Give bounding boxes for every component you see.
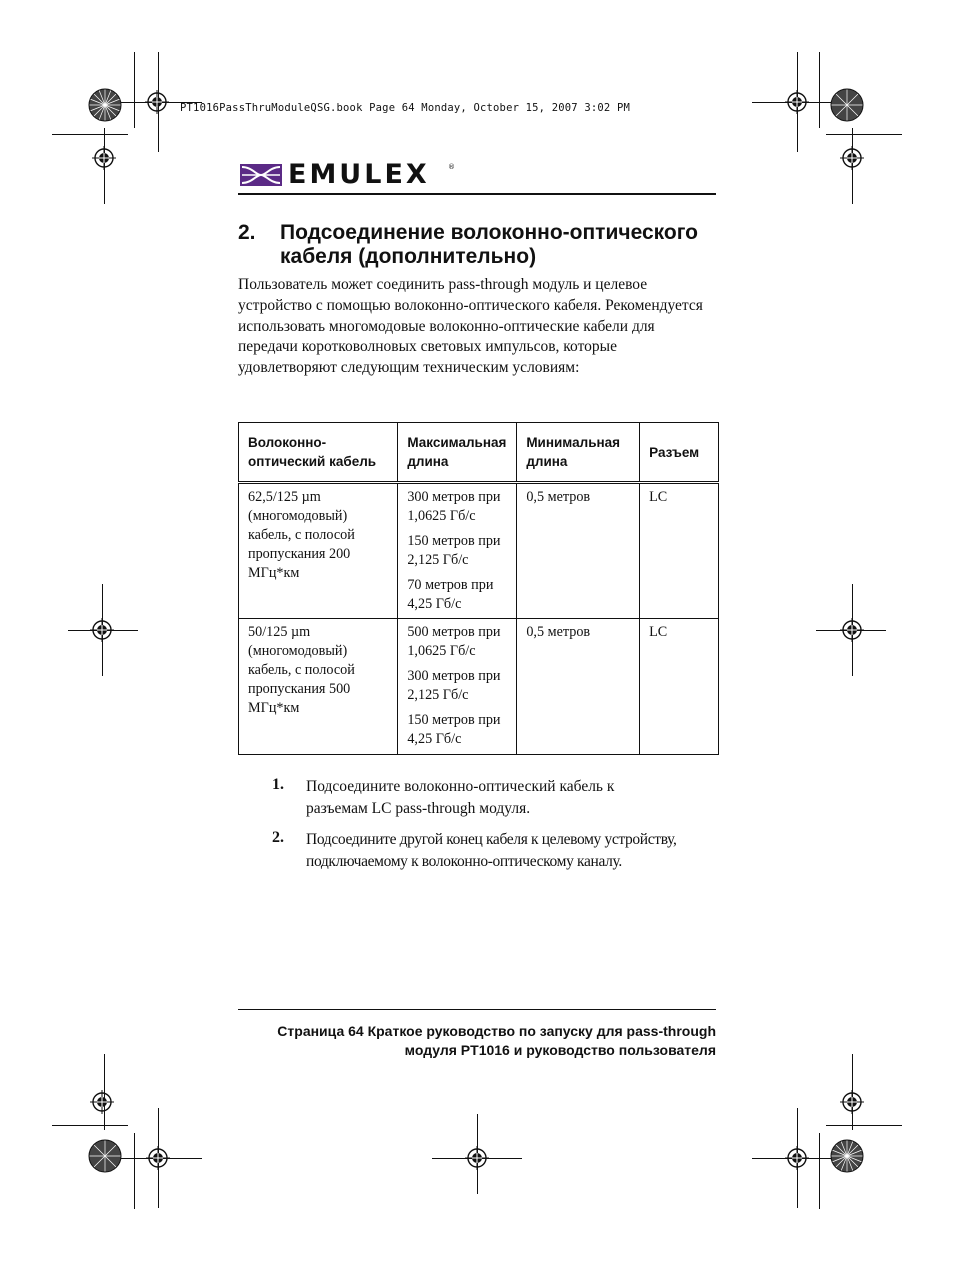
connector-cell: LC	[640, 483, 719, 619]
registration-target-icon	[90, 618, 114, 642]
emulex-logo-text: EMULEX	[288, 159, 430, 190]
max-length-cell	[398, 619, 517, 755]
registration-target-icon	[92, 146, 116, 170]
footer-line: Страница 64 Краткое руководство по запуску для pass-through	[277, 1023, 716, 1039]
starburst-target-icon	[830, 88, 864, 122]
registration-target-icon	[90, 1090, 114, 1114]
footer-line: модуля PT1016 и руководство пользователя	[404, 1042, 716, 1058]
max-length-entry: 500 метров при 1,0625 Гб/с	[407, 624, 501, 659]
cable-cell: 62,5/125 µm (многомодовый) кабель, с полосой пропускания 200 МГц*км	[239, 483, 398, 619]
table-row	[239, 483, 719, 619]
emulex-logo-mark-icon	[240, 164, 282, 186]
registration-target-icon	[840, 618, 864, 642]
max-length-entry: 70 метров при 4,25 Гб/с	[407, 577, 494, 612]
table-header-row	[239, 423, 719, 483]
max-length-entry: 150 метров при 2,125 Гб/с	[407, 533, 501, 568]
fiber-cable-spec-table	[238, 422, 719, 755]
max-length-entry: 150 метров при 4,25 Гб/с	[407, 712, 501, 747]
registration-target-icon	[785, 1146, 809, 1170]
registration-target-icon	[465, 1146, 489, 1170]
registration-target-icon	[146, 1146, 170, 1170]
column-header-max-length: Максимальная длина	[398, 423, 517, 483]
min-length-cell: 0,5 метров	[517, 483, 640, 619]
header-rule	[238, 193, 716, 195]
column-header-min-length: Минимальная длина	[517, 423, 640, 483]
trademark-symbol: ®	[448, 163, 455, 171]
step-text: Подсоедините другой конец кабеля к целевому устройству, подключаемому к волоконно-оптическому каналу.	[306, 831, 677, 870]
section-title: Подсоединение волоконно-оптического кабеля (дополнительно)	[280, 221, 699, 268]
registration-target-icon	[840, 1090, 864, 1114]
max-length-cell	[398, 483, 517, 619]
footer-rule	[238, 1009, 716, 1010]
column-header-connector: Разъем	[640, 423, 719, 483]
max-length-entry: 300 метров при 1,0625 Гб/с	[407, 489, 501, 524]
starburst-target-icon	[830, 1139, 864, 1173]
min-length-cell: 0,5 метров	[517, 619, 640, 755]
registration-target-icon	[840, 146, 864, 170]
book-info-line: PT1016PassThruModuleQSG.book Page 64 Monday, October 15, 2007 3:02 PM	[180, 102, 630, 114]
registration-target-icon	[145, 90, 169, 114]
connector-cell: LC	[640, 619, 719, 755]
step-number: 1.	[272, 776, 284, 793]
max-length-entry: 300 метров при 2,125 Гб/с	[407, 668, 501, 703]
step-number: 2.	[272, 829, 284, 846]
intro-paragraph: Пользователь может соединить pass-through модуль и целевое устройство с помощью волоконно-оптического кабеля. Рекомендуется использовать многомодовые волоконно-оптические кабели для передачи коротковолновых световых импульсов, которые удовлетворяют следующим техническим условиям:	[238, 276, 703, 377]
page-footer	[238, 1022, 716, 1060]
section-number: 2.	[238, 221, 256, 244]
starburst-target-icon	[88, 88, 122, 122]
column-header-cable: Волоконно-оптический кабель	[239, 423, 398, 483]
cable-cell: 50/125 µm (многомодовый) кабель, с полосой пропускания 500 МГц*км	[239, 619, 398, 755]
table-row	[239, 619, 719, 755]
registration-target-icon	[785, 90, 809, 114]
step-text: Подсоедините волоконно-оптический кабель к разъемам LC pass-through модуля.	[306, 778, 615, 817]
starburst-target-icon	[88, 1139, 122, 1173]
